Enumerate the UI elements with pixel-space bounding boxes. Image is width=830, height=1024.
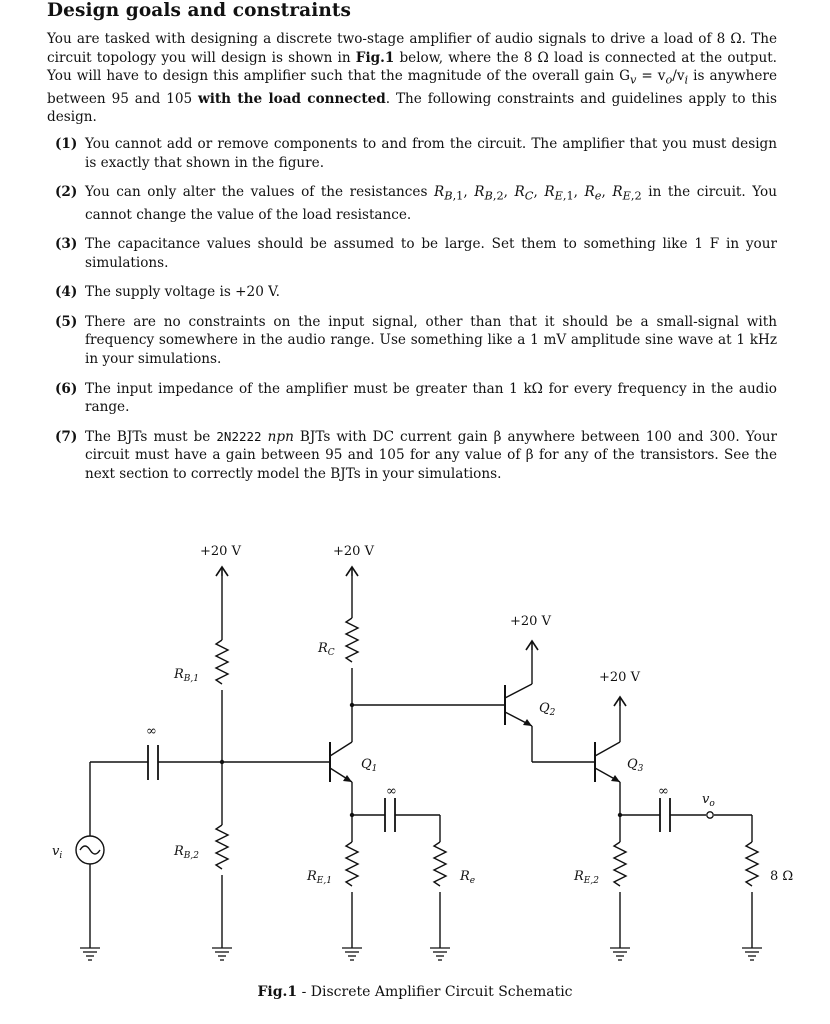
re-label: $R_e$	[460, 869, 476, 886]
ground-icon	[80, 948, 762, 960]
rc-label: $R_C$	[318, 641, 335, 658]
output-terminal-icon	[707, 812, 713, 818]
re1-label: $R_{E,1}$	[307, 869, 332, 886]
list-item: (1) You cannot add or remove components to and from the circuit. The amplifier that you must design is exactly that shown in the figure.	[55, 136, 777, 171]
constraints-list	[55, 135, 777, 495]
figure-caption: Fig.1 - Discrete Amplifier Circuit Schematic	[257, 984, 573, 1000]
section-heading: Design goals and constraints	[47, 0, 352, 21]
list-item: (6) The input impedance of the amplifier must be greater than 1 kΩ for every frequency in the audio range.	[55, 380, 777, 416]
load-label: 8 Ω	[770, 869, 794, 884]
q2-label: $Q_2$	[539, 701, 556, 718]
supply-label: +20 V	[200, 544, 241, 559]
list-item: (7) The BJTs must be 2N2222 npn BJTs with DC current gain β anywhere between 100 and 300. Your circuit must have a gain between 95 and 105 for any value of β for any of the transistors. See the next section to correctly model the BJTs in your simulations.	[55, 428, 778, 483]
list-item: (4) The supply voltage is +20 V.	[55, 284, 280, 301]
re2-label: $R_{E,2}$	[574, 869, 599, 886]
cap-label: ∞	[146, 724, 157, 739]
resistor-re	[434, 842, 446, 886]
resistor-rb2	[216, 825, 228, 869]
cap-label: ∞	[386, 784, 397, 799]
resistor-rc	[346, 618, 358, 662]
circuit-schematic	[0, 520, 830, 980]
emitter-arrow-icon	[343, 775, 352, 782]
list-item: (2) You can only alter the values of the resistances $R_{B,1}$, $R_{B,2}$, $R_C$, $R_{E,1}$, $R_e$, $R_{E,2}$ in the circuit. You cannot change the value of the load resistance.	[55, 184, 777, 223]
list-item: (5) There are no constraints on the input signal, other than that it should be a small-signal with frequency somewhere in the audio range. Use something like a 1 mV amplitude sine wave at 1 kHz in your simulations.	[55, 313, 777, 368]
resistor-re1	[346, 842, 358, 886]
q1-label: $Q_1$	[361, 757, 378, 774]
rb1-label: $R_{B,1}$	[174, 667, 199, 684]
supply-label: +20 V	[599, 670, 640, 685]
supply-label: +20 V	[510, 614, 551, 629]
intro-paragraph: You are tasked with designing a discrete two-stage amplifier of audio signals to drive a load of 8 Ω. The circuit topology you will design is shown in Fig.1 below, where the 8 Ω load is connected at the output. You will have to design this amplifier such that the magnitude of the overall gain $G_v = v_o/v_i$ is anywhere between 95 and 105 with the load connected. The following constraints and guidelines apply to this design.	[47, 31, 778, 126]
resistor-load	[746, 842, 758, 886]
rb2-label: $R_{B,2}$	[174, 844, 199, 861]
vo-label: $v_o$	[702, 792, 715, 809]
supply-label: +20 V	[333, 544, 374, 559]
resistor-rb1	[216, 640, 228, 684]
q3-label: $Q_3$	[627, 757, 644, 774]
sine-icon	[80, 846, 100, 854]
list-item: (3) The capacitance values should be assumed to be large. Set them to something like 1 F in your simulations.	[55, 236, 777, 271]
cap-label: ∞	[658, 784, 669, 799]
resistor-re2	[614, 842, 626, 886]
vi-label: $v_i$	[52, 844, 63, 861]
